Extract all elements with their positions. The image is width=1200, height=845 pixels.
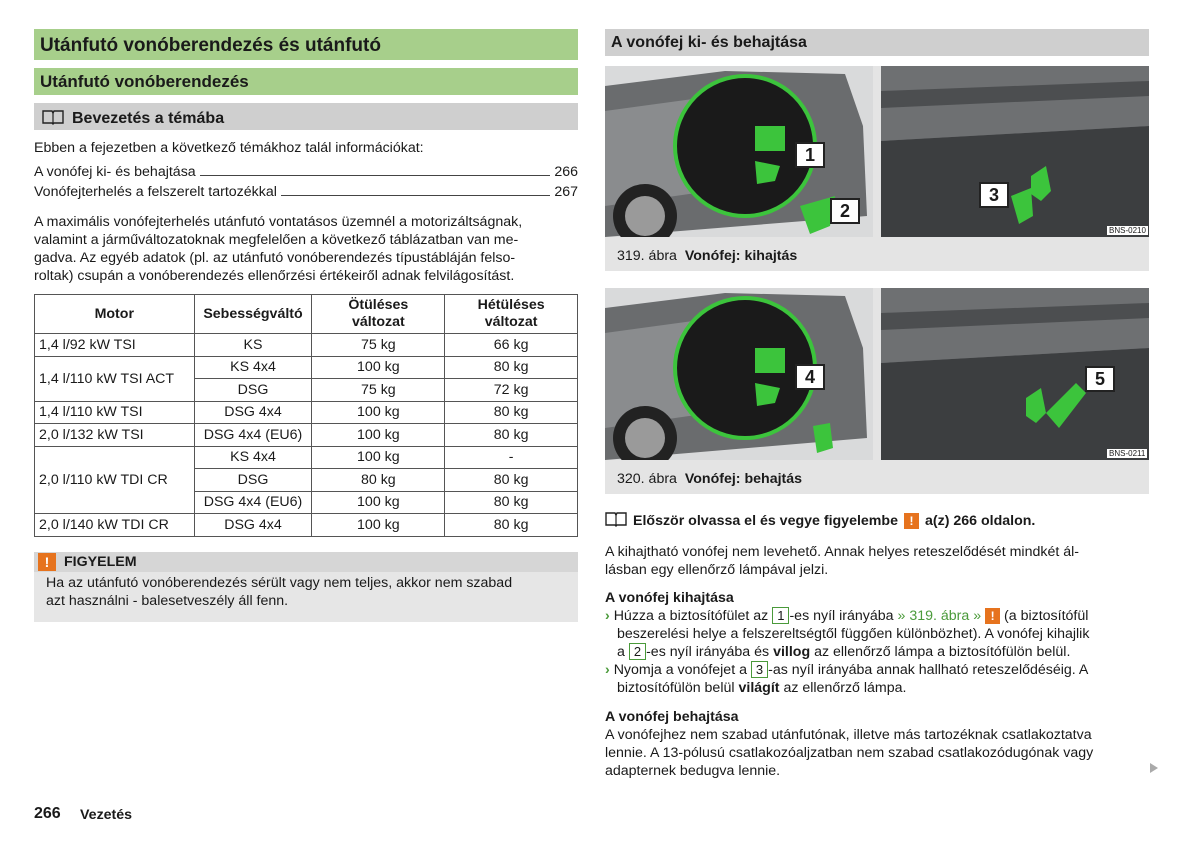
retract-paragraph: A vonófejhez nem szabad utánfutónak, illetve más tartozéknak csatlakoztatva lennie. A 13-pólusú csatlakozóaljzatban nem szabad csatlakozódugónak vagy adapternek bedugva lennie. bbox=[605, 727, 1094, 779]
car-rear-photo bbox=[605, 288, 873, 460]
subheading-retract: A vonófej behajtása bbox=[605, 709, 739, 725]
figure-link[interactable]: » 319. ábra » bbox=[897, 608, 982, 624]
col-header: Sebességváltó bbox=[194, 295, 312, 334]
continue-arrow-icon bbox=[1150, 763, 1158, 773]
callout-3: 3 bbox=[979, 182, 1009, 208]
table-row: 1,4 l/110 kW TSI DSG 4x4 100 kg 80 kg bbox=[35, 401, 578, 424]
table-row: DSG 4x4 (EU6) 100 kg 80 kg bbox=[35, 491, 578, 514]
topic-title: Bevezetés a témába bbox=[72, 110, 225, 127]
intro-text: Ebben a fejezetben a következő témákhoz talál információkat: bbox=[34, 140, 424, 156]
col-header: Motor bbox=[35, 295, 195, 334]
table-row: 1,4 l/110 kW TSI ACT KS 4x4 100 kg 80 kg bbox=[35, 356, 578, 379]
warning-icon: ! bbox=[38, 553, 56, 571]
book-icon bbox=[605, 511, 627, 531]
towbar-photo bbox=[881, 288, 1149, 460]
toc-item[interactable]: A vonófej ki- és behajtása 266 bbox=[34, 164, 578, 180]
bullet-arrow-icon: › bbox=[605, 608, 610, 624]
step-list: › Húzza a biztosítófület az 1 -es nyíl irányába » 319. ábra » ! (a biztosítófül beszerelési helye a felszereltségtől függően különbözhet). A vonófej kihajlik a 2 -es nyíl irányába és villog az ellenőrző lámpa a biztosítófülön belül. › Nyomja a vonófejet a 3 -as nyíl irányába annak hallható reteszelődéséig. A biztosítófülön belül világít az ellenőrző lámpa. bbox=[605, 607, 1155, 697]
section-title: Utánfutó vonóberendezés bbox=[34, 68, 578, 95]
warning-header bbox=[34, 552, 578, 572]
callout-4: 4 bbox=[795, 364, 825, 390]
read-first-note: Először olvassa el és vegye figyelembe ! a(z) 266 oldalon. bbox=[605, 511, 1035, 531]
right-section-header: A vonófej ki- és behajtása bbox=[605, 29, 1149, 56]
towbar-photo bbox=[881, 66, 1149, 237]
intro-paragraph: A kihajtható vonófej nem levehető. Annak helyes reteszelődését mindkét ál- lásban egy ellenőrző lámpával jelzi. bbox=[605, 544, 1079, 578]
callout-2: 2 bbox=[830, 198, 860, 224]
page-number: 266 bbox=[34, 805, 61, 822]
warning-icon[interactable]: ! bbox=[904, 513, 919, 529]
subheading-extend: A vonófej kihajtása bbox=[605, 590, 734, 606]
toc-item[interactable]: Vonófejterhelés a felszerelt tartozékkal 267 bbox=[34, 184, 578, 200]
footer-section: Vezetés bbox=[80, 807, 133, 823]
warning-icon[interactable]: ! bbox=[985, 608, 1000, 624]
table-row: 2,0 l/140 kW TDI CR DSG 4x4 100 kg 80 kg bbox=[35, 514, 578, 537]
figure-code: BNS-0210 bbox=[1109, 226, 1146, 235]
table-row: 2,0 l/110 kW TDI CR KS 4x4 100 kg - bbox=[35, 446, 578, 469]
warning-title: FIGYELEM bbox=[64, 554, 137, 570]
figure-code: BNS-0211 bbox=[1109, 449, 1146, 458]
table-row: 2,0 l/132 kW TSI DSG 4x4 (EU6) 100 kg 80 kg bbox=[35, 424, 578, 447]
topic-header bbox=[34, 103, 578, 130]
chapter-title: Utánfutó vonóberendezés és utánfutó bbox=[34, 29, 578, 60]
figure-caption: 320. ábra Vonófej: behajtás bbox=[617, 471, 803, 487]
list-item: › Húzza a biztosítófület az 1 -es nyíl irányába » 319. ábra » ! (a biztosítófül bbox=[605, 608, 1089, 624]
book-icon bbox=[42, 109, 64, 130]
list-item: › Nyomja a vonófejet a 3 -as nyíl irányába annak hallható reteszelődéséig. A bbox=[605, 662, 1089, 678]
toc bbox=[34, 164, 578, 204]
callout-1: 1 bbox=[795, 142, 825, 168]
table-row: 1,4 l/92 kW TSI KS 75 kg 66 kg bbox=[35, 334, 578, 357]
warning-body: Ha az utánfutó vonóberendezés sérült vagy nem teljes, akkor nem szabad azt használni - balesetveszély áll fenn. bbox=[34, 572, 578, 622]
figure-319 bbox=[605, 66, 1149, 271]
callout-5: 5 bbox=[1085, 366, 1115, 392]
towbar-load-table bbox=[34, 294, 578, 537]
body-paragraph: A maximális vonófejterhelés utánfutó vontatásos üzemnél a motorizáltságnak, valamint a járműváltozatoknak megfelelően a következő táblázatban van me- gadva. Az egyéb adatok (pl. az utánfutó vonóberendezés típustábláján felso- roltak) csupán a vonóberendezés ellenőrzési értékeiről adnak felvilágosítást. bbox=[34, 214, 523, 284]
bullet-arrow-icon: › bbox=[605, 662, 610, 678]
table-row: DSG 75 kg 72 kg bbox=[35, 379, 578, 402]
col-header: Ötüléses változat bbox=[312, 295, 445, 334]
car-rear-photo bbox=[605, 66, 873, 237]
figure-caption: 319. ábra Vonófej: kihajtás bbox=[617, 248, 798, 264]
figure-320 bbox=[605, 288, 1149, 494]
table-header-row bbox=[35, 295, 578, 334]
table-row: DSG 80 kg 80 kg bbox=[35, 469, 578, 492]
col-header: Hétüléses változat bbox=[445, 295, 578, 334]
